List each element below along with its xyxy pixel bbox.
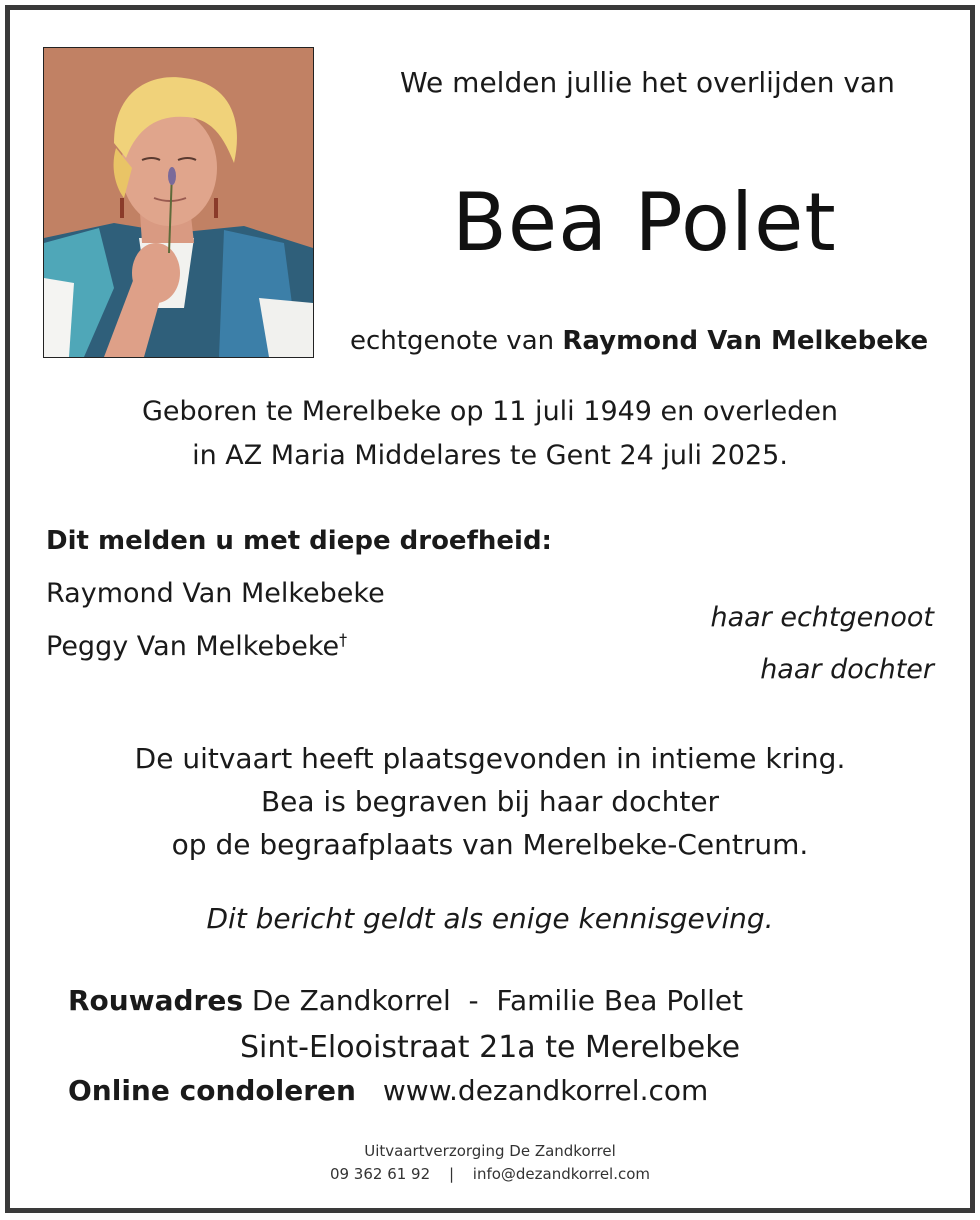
spouse-line	[350, 326, 928, 356]
spouse-name: Raymond Van Melkebeke	[562, 326, 929, 356]
notice-text: Dit bericht geldt als enige kennisgeving.	[206, 902, 774, 935]
rouwadres-line	[68, 984, 743, 1017]
intro-text: We melden jullie het overlijden van	[400, 66, 895, 99]
funeral-line-2: Bea is begraven bij haar dochter	[260, 785, 720, 818]
online-line	[68, 1074, 708, 1107]
spouse-prefix: echtgenote van	[350, 326, 555, 356]
family-member-role: haar echtgenoot	[710, 602, 934, 633]
family-member-name: Raymond Van Melkebeke	[46, 578, 385, 609]
footer-company: Uitvaartverzorging De Zandkorrel	[364, 1142, 616, 1160]
funeral-line-1: De uitvaart heeft plaatsgevonden in intieme kring.	[134, 742, 846, 775]
online-link[interactable]: www.dezandkorrel.com	[382, 1074, 709, 1107]
rouwadres-value: De Zandkorrel - Familie Bea Pollet	[251, 984, 744, 1017]
born-line-2: in AZ Maria Middelares te Gent 24 juli 2025.	[192, 440, 788, 471]
family-member-role-2: haar dochter	[760, 654, 934, 685]
address-line: Sint-Elooistraat 21a te Merelbeke	[240, 1030, 741, 1065]
footer-email[interactable]: info@dezandkorrel.com	[472, 1165, 651, 1183]
footer-phone: 09 362 61 92	[329, 1165, 431, 1183]
deceased-name: Bea Polet	[452, 176, 837, 269]
family-member-name-2	[46, 630, 347, 662]
born-line-1: Geboren te Merelbeke op 11 juli 1949 en overleden	[141, 396, 839, 427]
cross-mark: †	[339, 630, 348, 649]
rouwadres-label: Rouwadres	[68, 984, 243, 1017]
footer-separator: |	[448, 1165, 454, 1183]
portrait-photo	[43, 47, 314, 358]
family-heading: Dit melden u met diepe droefheid:	[46, 526, 552, 556]
family-member-name: Peggy Van Melkebeke	[46, 631, 340, 662]
online-label: Online condoleren	[68, 1074, 356, 1107]
funeral-line-3: op de begraafplaats van Merelbeke-Centrum.	[171, 828, 809, 861]
footer-contact	[0, 1165, 980, 1183]
